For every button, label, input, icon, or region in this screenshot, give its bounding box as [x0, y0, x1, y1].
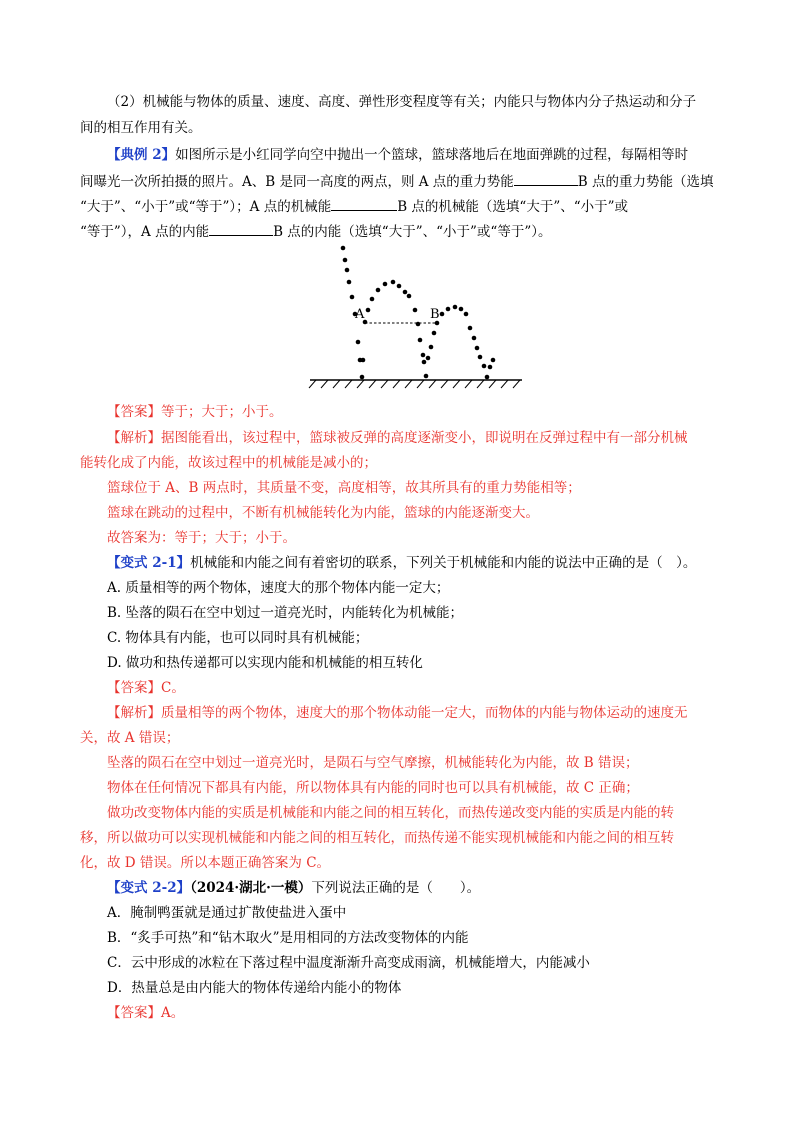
example2-a4: 篮球在跳动的过程中，不断有机械能转化为内能，篮球的内能逐渐变大。	[107, 505, 539, 521]
variant22-question	[0, 878, 800, 898]
bouncing-ball-figure	[306, 240, 526, 390]
variant21-a3: 坠落的陨石在空中划过一道亮光时，是陨石与空气摩擦，机械能转化为内能，故 B 错误；	[107, 755, 639, 771]
variant22-answer-text: A。	[161, 1005, 185, 1021]
variant22-option-c: C．云中形成的冰粒在下落过程中温度渐渐升高变成雨滴，机械能增大，内能减小	[107, 955, 590, 971]
variant21-answer-tag: 【答案】	[107, 680, 161, 696]
variant22-answer	[0, 1003, 800, 1023]
variant21-option-d: D. 做功和热传递都可以实现内能和机械能的相互转化	[107, 655, 423, 671]
variant21-option-b: B. 坠落的陨石在空中划过一道亮光时，内能转化为机械能；	[107, 605, 464, 621]
label-a: A	[355, 307, 365, 322]
variant21-a5: 做功改变物体内能的实质是机械能和内能之间的相互转化，而热传递改变内能的实质是内能的转	[107, 805, 674, 821]
variant22-option-b: B．“炙手可热”和“钻木取火”是用相同的方法改变物体的内能	[107, 930, 469, 946]
example2-question-line-1	[0, 145, 800, 165]
example2-a1: 据图能看出，该过程中，篮球被反弹的高度逐渐变小，即说明在反弹过程中有一部分机械	[161, 430, 688, 446]
intro-line-2: 间的相互作用有关。	[80, 120, 202, 136]
variant22-option-a: A．腌制鸭蛋就是通过扩散使盐进入蛋中	[107, 905, 347, 921]
example2-q4a: “等于”），A 点的内能	[80, 224, 210, 240]
variant22-answer-tag: 【答案】	[107, 1005, 161, 1021]
example2-a5: 故答案为：等于；大于；小于。	[107, 530, 296, 546]
variant21-tag: 【变式 2-1】	[107, 555, 191, 571]
variant22-source: （2024·湖北·一模）	[190, 880, 312, 896]
variant22-tag: 【变式 2-2】	[107, 880, 191, 896]
variant21-a1: 质量相等的两个物体，速度大的那个物体动能一定大，而物体的内能与物体运动的速度无	[161, 705, 688, 721]
example2-tag: 【典例 2】	[107, 147, 176, 163]
variant21-analysis-line-1	[0, 703, 800, 723]
label-b: B	[430, 307, 440, 322]
example2-analysis-tag: 【解析】	[107, 430, 161, 446]
variant21-q: 机械能和内能之间有着密切的联系，下列关于机械能和内能的说法中正确的是（ ）。	[190, 555, 697, 571]
example2-q3b: B 点的机械能（选填“大于”、“小于”或	[397, 199, 629, 215]
variant21-a2: 关，故 A 错误；	[80, 730, 180, 746]
variant21-option-c: C. 物体具有内能，也可以同时具有机械能；	[107, 630, 369, 646]
variant21-analysis-tag: 【解析】	[107, 705, 161, 721]
example2-answer-text: 等于；大于；小于。	[161, 404, 283, 420]
variant21-question	[0, 553, 800, 573]
variant21-option-a: A. 质量相等的两个物体，速度大的那个物体内能一定大；	[107, 580, 450, 596]
intro-line-1: （2）机械能与物体的质量、速度、高度、弹性形变程度等有关；内能只与物体内分子热运动和分子	[107, 94, 697, 110]
ground-hatching	[309, 380, 520, 388]
variant21-a6: 移，所以做功可以实现机械能和内能之间的相互转化，而热传递不能实现机械能和内能之间的相互转	[80, 830, 674, 846]
example2-q1: 如图所示是小红同学向空中抛出一个篮球，篮球落地后在地面弹跳的过程，每隔相等时	[175, 147, 689, 163]
example2-answer	[0, 402, 800, 422]
variant21-answer	[0, 678, 800, 698]
variant22-option-d: D．热量总是由内能大的物体传递给内能小的物体	[107, 980, 402, 996]
example2-q2a: 间曝光一次所拍摄的照片。A、B 是同一高度的两点，则 A 点的重力势能	[80, 174, 514, 190]
variant21-a7: 化，故 D 错误。所以本题正确答案为 C。	[80, 855, 331, 871]
example2-question-line-4	[0, 221, 800, 242]
blank-2	[331, 196, 397, 211]
blank-3	[209, 221, 273, 236]
example2-analysis-line-1	[0, 428, 800, 448]
blank-1	[514, 171, 578, 186]
example2-q3a: “大于”、“小于”或“等于”）；A 点的机械能	[80, 199, 332, 215]
example2-answer-tag: 【答案】	[107, 404, 161, 420]
example2-q4b: B 点的内能（选填“大于”、“小于”或“等于”）。	[273, 224, 552, 240]
variant22-q: 下列说法正确的是（ ）。	[311, 880, 481, 896]
variant21-answer-text: C。	[161, 680, 185, 696]
example2-a2: 能转化成了内能，故该过程中的机械能是减小的；	[80, 455, 377, 471]
example2-question-line-3	[0, 196, 800, 217]
example2-question-line-2	[0, 171, 800, 192]
example2-a3: 篮球位于 A、B 两点时，其质量不变，高度相等，故其所具有的重力势能相等；	[107, 480, 581, 496]
example2-q2b: B 点的重力势能（选填	[577, 174, 714, 190]
variant21-a4: 物体在任何情况下都具有内能，所以物体具有内能的同时也可以具有机械能，故 C 正确；	[107, 780, 639, 796]
